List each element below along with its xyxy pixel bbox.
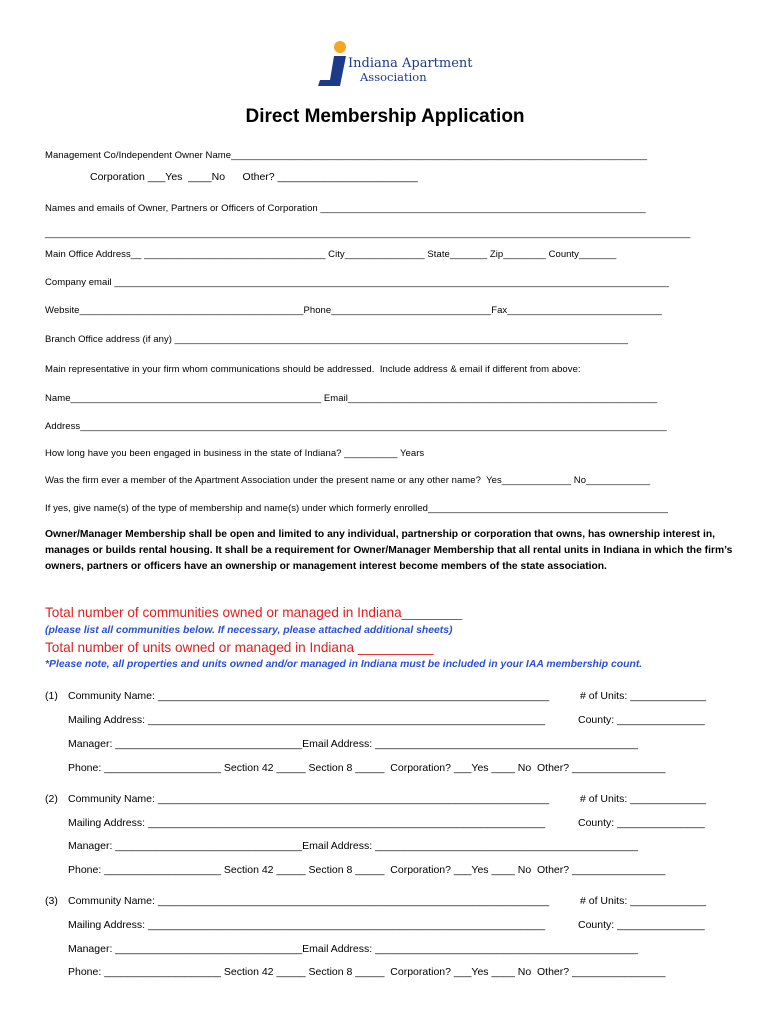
- website-phone-fax-field[interactable]: Website__________________________________________Phone______________________________Fax_____________________________: [45, 305, 662, 316]
- county-field[interactable]: County: _______________: [578, 817, 705, 829]
- logo-text-line2: Association: [360, 70, 427, 84]
- community-name-field[interactable]: Community Name: ___________________________________________________________________: [68, 793, 550, 805]
- company-email-field[interactable]: Company email ________________________________________________________________________________________________________: [45, 277, 670, 288]
- branch-office-field[interactable]: Branch Office address (if any) _____________________________________________________________________________________: [45, 334, 629, 345]
- rep-name-email-field[interactable]: Name_______________________________________________ Email__________________________________________________________: [45, 393, 658, 404]
- former-membership-names-field[interactable]: If yes, give name(s) of the type of membership and name(s) under which formerly enrolled_____________________________________________: [45, 503, 668, 514]
- logo-text-line1: Indiana Apartment: [348, 56, 473, 71]
- total-communities-field[interactable]: Total number of communities owned or managed in Indiana________: [45, 605, 463, 620]
- communities-note: (please list all communities below. If necessary, please attached additional sheets): [45, 625, 453, 636]
- community-number: (2): [45, 793, 58, 805]
- phone-section-field[interactable]: Phone: ____________________ Section 42 _____ Section 8 _____ Corporation? ___Yes ____ No Other? ________________: [68, 762, 666, 774]
- manager-email-field[interactable]: Manager: ________________________________Email Address: _____________________________________________: [68, 840, 638, 852]
- units-note: *Please note, all properties and units owned and/or managed in Indiana must be included in your IAA membership count.: [45, 659, 643, 670]
- community-number: (3): [45, 895, 58, 907]
- units-count-field[interactable]: # of Units: _____________: [580, 895, 707, 907]
- mailing-address-field[interactable]: Mailing Address: ____________________________________________________________________: [68, 714, 546, 726]
- former-member-field[interactable]: Was the firm ever a member of the Apartment Association under the present name or any other name? Yes_____________ No____________: [45, 475, 651, 486]
- community-name-field[interactable]: Community Name: ___________________________________________________________________: [68, 895, 550, 907]
- community-number: (1): [45, 690, 58, 702]
- units-count-field[interactable]: # of Units: _____________: [580, 793, 707, 805]
- county-field[interactable]: County: _______________: [578, 919, 705, 931]
- units-count-field[interactable]: # of Units: _____________: [580, 690, 707, 702]
- main-rep-instruction: Main representative in your firm whom communications should be addressed. Include address & email if different from above:: [45, 364, 581, 375]
- mailing-address-field[interactable]: Mailing Address: ____________________________________________________________________: [68, 817, 546, 829]
- page-title: Direct Membership Application: [245, 106, 525, 127]
- phone-section-field[interactable]: Phone: ____________________ Section 42 _____ Section 8 _____ Corporation? ___Yes ____ No Other? ________________: [68, 966, 666, 978]
- main-office-address-field[interactable]: Main Office Address__ __________________________________ City_______________ State_______ Zip________ County_______: [45, 249, 617, 260]
- community-name-field[interactable]: Community Name: ___________________________________________________________________: [68, 690, 550, 702]
- corporation-field[interactable]: Corporation ___Yes ____No Other? ________________________: [90, 171, 418, 183]
- owner-names-emails-field[interactable]: Names and emails of Owner, Partners or Officers of Corporation _____________________________________________________________: [45, 203, 646, 214]
- owner-names-emails-line2[interactable]: _________________________________________________________________________________________________________________________: [45, 228, 691, 239]
- rep-address-field[interactable]: Address______________________________________________________________________________________________________________: [45, 421, 667, 432]
- manager-email-field[interactable]: Manager: ________________________________Email Address: _____________________________________________: [68, 943, 638, 955]
- mailing-address-field[interactable]: Mailing Address: ____________________________________________________________________: [68, 919, 546, 931]
- phone-section-field[interactable]: Phone: ____________________ Section 42 _____ Section 8 _____ Corporation? ___Yes ____ No Other? ________________: [68, 864, 666, 876]
- years-in-business-field[interactable]: How long have you been engaged in business in the state of Indiana? __________ Years: [45, 448, 425, 459]
- management-name-field[interactable]: Management Co/Independent Owner Name______________________________________________________________________________: [45, 150, 648, 161]
- total-units-field[interactable]: Total number of units owned or managed in Indiana __________: [45, 640, 434, 655]
- membership-policy-paragraph: Owner/Manager Membership shall be open and limited to any individual, partnership or corporation that owns, has ownership interest in, manages or builds rental housing. It shall be a requirement for Owner/Manager Membership that all rental units in Indiana in which the firm’s owners, partners or officers have an ownership or management interest become members of the state association.: [45, 529, 733, 572]
- county-field[interactable]: County: _______________: [578, 714, 705, 726]
- manager-email-field[interactable]: Manager: ________________________________Email Address: _____________________________________________: [68, 738, 638, 750]
